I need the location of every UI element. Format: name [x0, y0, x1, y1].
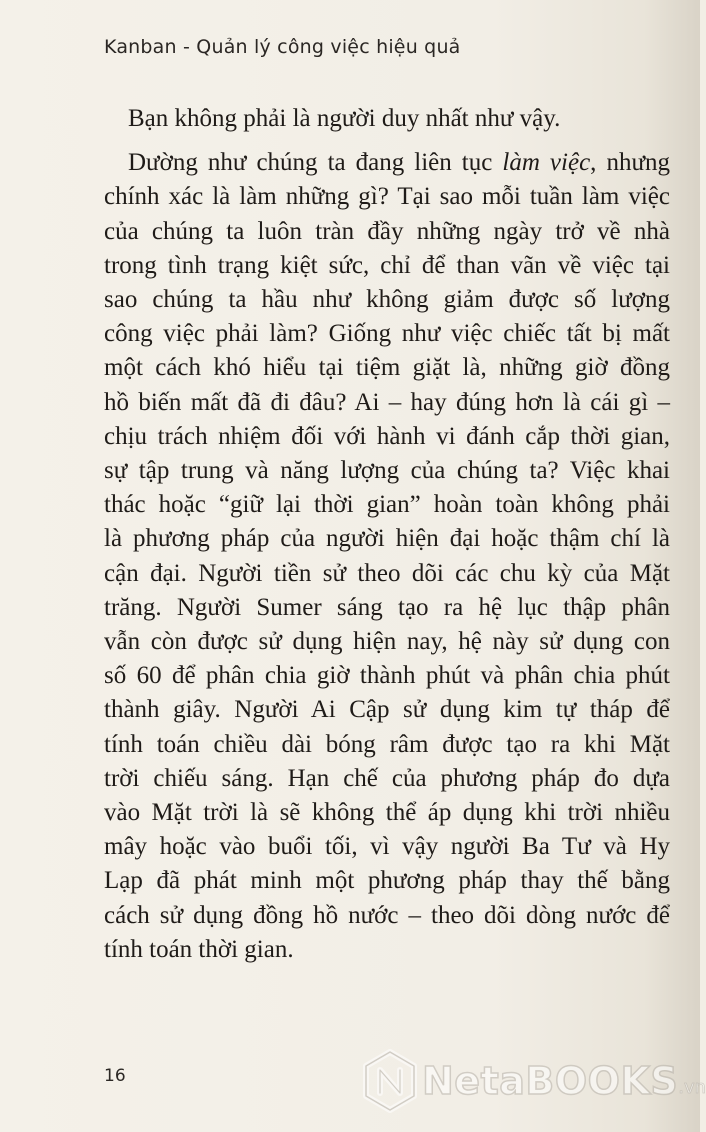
text-line: chịu trách nhiệm đối với hành vi đánh cắp thời gian, [104, 422, 670, 450]
watermark [362, 1046, 706, 1116]
text-line [104, 146, 670, 180]
text-line: công việc phải làm? Giống như việc chiếc tất bị mất [104, 320, 670, 348]
text-line: của chúng ta luôn tràn đầy những ngày trở về nhà [104, 217, 670, 245]
text-line: hồ biến mất đã đi đâu? Ai – hay đúng hơn là cái gì – [104, 388, 670, 416]
text-line: là phương pháp của người hiện đại hoặc thậm chí là [104, 525, 670, 553]
text-line: một cách khó hiểu tại tiệm giặt là, những giờ đồng [104, 354, 670, 382]
text-line: cách sử dụng đồng hồ nước – theo dõi dòng nước để [104, 901, 670, 929]
paragraph-1 [104, 102, 670, 136]
text-line: vẫn còn được sử dụng hiện nay, hệ này sử dụng con [104, 628, 670, 656]
body-text [104, 102, 670, 967]
hexagon-n-logo-icon [362, 1049, 418, 1113]
text-line: tính toán thời gian. [104, 935, 294, 963]
text-line: cận đại. Người tiền sử theo dõi các chu kỳ của Mặt [104, 559, 670, 587]
watermark-brand: NetaBOOKS [422, 1059, 679, 1103]
text-line: sự tập trung và năng lượng của chúng ta? Việc khai [104, 457, 670, 485]
watermark-suffix: .vn [678, 1077, 706, 1098]
running-head: Kanban - Quản lý công việc hiệu quả [104, 36, 461, 58]
text-line: chính xác là làm những gì? Tại sao mỗi tuần làm việc [104, 183, 670, 211]
text-line: thác hoặc “giữ lại thời gian” hoàn toàn không phải [104, 491, 670, 519]
page-number: 16 [104, 1066, 126, 1086]
text-line: vào Mặt trời là sẽ không thể áp dụng khi trời nhiều [104, 799, 670, 827]
text-line: trời chiếu sáng. Hạn chế của phương pháp đo dựa [104, 764, 670, 792]
text-line: Lạp đã phát minh một phương pháp thay thế bằng [104, 867, 670, 895]
italic-run: làm việc [502, 149, 591, 177]
text-line: số 60 để phân chia giờ thành phút và phân chia phút [104, 662, 670, 690]
text-line: trong tình trạng kiệt sức, chỉ để than vãn về việc tại [104, 251, 670, 279]
text-line: tính toán chiều dài bóng râm được tạo ra khi Mặt [104, 730, 670, 758]
text-line: Bạn không phải là người duy nhất như vậy. [128, 105, 561, 132]
text-line: thành giây. Người Ai Cập sử dụng kim tự tháp để [104, 696, 670, 724]
text-run: Dường như chúng ta đang liên tục [128, 149, 503, 177]
text-run: , nhưng [590, 149, 671, 177]
text-line: trăng. Người Sumer sáng tạo ra hệ lục thập phân [104, 593, 670, 621]
text-line: mây hoặc vào buổi tối, vì vậy người Ba Tư và Hy [104, 833, 670, 861]
paragraph-2 [104, 146, 670, 967]
text-line: sao chúng ta hầu như không giảm được số lượng [104, 286, 670, 314]
